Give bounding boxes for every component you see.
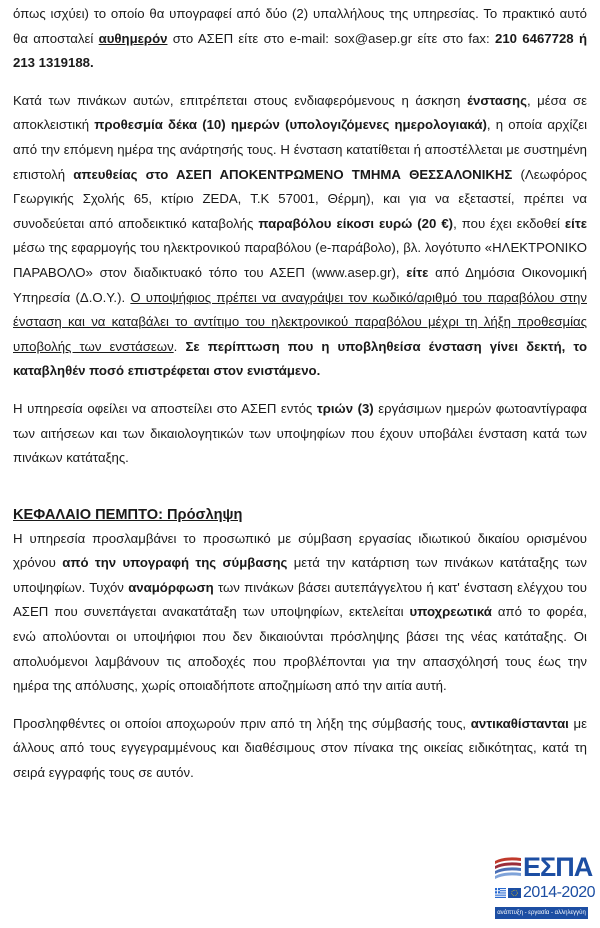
text-segment: (Λεωφόρος Γεωργικής Σχολής 65, κτίριο ZEDA, Τ.Κ 57001, Θέρμη), και για να εξεταστεί, πρέπει να συνοδεύεται από αποδεικτικό καταβολής [13, 166, 587, 231]
paragraph [13, 397, 587, 471]
text-segment: μέσω της εφαρμογής του ηλεκτρονικού παραβόλου (e-παράβολο), βλ. λογότυπο «ΗΛΕΚΤΡΟΝΙΚΟ ΠΑΡΑΒΟΛΟ» στον διαδικτυακό τόπο του ΑΣΕΠ (www.asep.gr), [13, 240, 587, 280]
text-segment: από το φορέα, ενώ απολύονται οι υποψήφιοι που δεν δικαιούνται πρόσληψης βάσει της νέας κατάταξης. Οι απολυόμενοι λαμβάνουν τις αποδοχές που προβλέπονται για την απασχόλησή τους έως την ημέρα της απόλυσης, χωρίς οποιαδήποτε αποζημίωση από την αιτία αυτή. [13, 604, 587, 694]
text-segment: Η υπηρεσία προσλαμβάνει το προσωπικό με σύμβαση εργασίας ιδιωτικού δικαίου ορισμένου χρόνου [13, 530, 587, 571]
text-segment: Προσληφθέντες οι οποίοι αποχωρούν πριν από τη λήξη της σύμβασής τους, [13, 715, 471, 731]
paragraph [13, 89, 587, 384]
text-segment: με άλλους από τους εγγεγραμμένους και διαθέσιμους στον πίνακα της οικείας ειδικότητας, κατά τη σειρά εγγραφής τους σε αυτόν. [13, 715, 587, 781]
text-segment: όπως ισχύει) το οποίο θα υπογραφεί από δύο (2) υπαλλήλους της υπηρεσίας. Το πρακτικό αυτό θα αποσταλεί [13, 6, 587, 46]
eu-flag-icon [508, 888, 521, 898]
text-segment: , η οποία αρχίζει από την επόμενη ημέρα της ανάρτησής τους. Η ένσταση κατατίθεται ή αποστέλλεται με συστημένη επιστολή [13, 117, 587, 182]
chapter-body [13, 527, 587, 786]
text-segment: . [173, 338, 186, 354]
text-segment: , που έχει εκδοθεί [453, 215, 565, 231]
document-body [13, 2, 587, 471]
text-segment: , μέσα σε αποκλειστική [13, 92, 587, 133]
espa-waves-icon [494, 855, 522, 881]
chapter-heading: ΚΕΦΑΛΑΙΟ ΠΕΜΠΤΟ: Πρόσληψη [13, 506, 243, 523]
logo-slogan: ανάπτυξη - εργασία - αλληλεγγύη [495, 907, 588, 919]
emphasized-text: απευθείας στο ΑΣΕΠ ΑΠΟΚΕΝΤΡΩΜΕΝΟ ΤΜΗΜΑ ΘΕΣΣΑΛΟΝΙΚΗΣ [73, 166, 513, 182]
logo-title: ΕΣΠΑ [523, 852, 593, 882]
emphasized-text: υποχρεωτικά [409, 604, 492, 620]
text-segment: των πινάκων βάσει αυτεπάγγελτου ή κατ' ένσταση ελέγχου του ΑΣΕΠ που συνεπάγεται ανακατάταξη των υποψηφίων, εκτελείται [13, 579, 588, 620]
text-segment: Η υπηρεσία οφείλει να αποστείλει στο ΑΣΕΠ εντός [13, 400, 317, 416]
emphasized-text: παραβόλου είκοσι ευρώ (20 €) [258, 215, 454, 231]
emphasized-text: από την υπογραφή της σύμβασης [62, 555, 288, 571]
logo-years: 2014-2020 [523, 884, 596, 901]
text-segment: εργάσιμων ημερών φωτοαντίγραφα των αιτήσεων και των δικαιολογητικών των υποψηφίων που έχουν υποβάλει ένσταση κατά των πινάκων κατάταξης. [13, 400, 587, 466]
greek-flag-icon [495, 888, 506, 898]
paragraph [13, 527, 587, 699]
text-segment: στο ΑΣΕΠ είτε στο e-mail: sox@asep.gr είτε στο fax: [167, 30, 495, 46]
flags-icon [495, 888, 521, 898]
paragraph [13, 712, 587, 786]
emphasized-text: Σε περίπτωση που η υποβληθείσα ένσταση γίνει δεκτή, το καταβληθέν ποσό επιστρέφεται στον ενιστάμενο. [13, 338, 587, 379]
text-segment: από Δημόσια Οικονομική Υπηρεσία (Δ.Ο.Υ.). [13, 264, 587, 305]
emphasized-text: Ο υποψήφιος πρέπει να αναγράψει τον κωδικό/αριθμό του παραβόλου στην ένσταση και να καταβάλει το αντίτιμο του ηλεκτρονικού παραβόλου μέχρι τη λήξη προθεσμίας υποβολής των ενστάσεων [13, 289, 587, 354]
espa-logo [494, 852, 596, 924]
emphasized-text: προθεσμία δέκα (10) ημερών (υπολογιζόμενες ημερολογιακά) [94, 117, 487, 133]
text-segment: Κατά των πινάκων αυτών, επιτρέπεται στους ενδιαφερόμενους η άσκηση [13, 92, 468, 108]
emphasized-text: αναμόρφωση [128, 579, 214, 595]
emphasized-text: είτε [406, 264, 429, 280]
paragraph [13, 2, 587, 76]
text-segment: μετά την κατάρτιση των πινάκων κατάταξης των υποψηφίων. Τυχόν [13, 555, 587, 595]
emphasized-text: είτε [564, 215, 587, 231]
emphasized-text: ένστασης [467, 92, 527, 108]
emphasized-text: αντικαθίστανται [470, 715, 569, 731]
emphasized-text: αυθημερόν [98, 30, 168, 46]
emphasized-text: τριών (3) [316, 400, 374, 416]
emphasized-text: 210 6467728 ή 213 1319188. [13, 30, 587, 71]
document-page [13, 2, 587, 799]
